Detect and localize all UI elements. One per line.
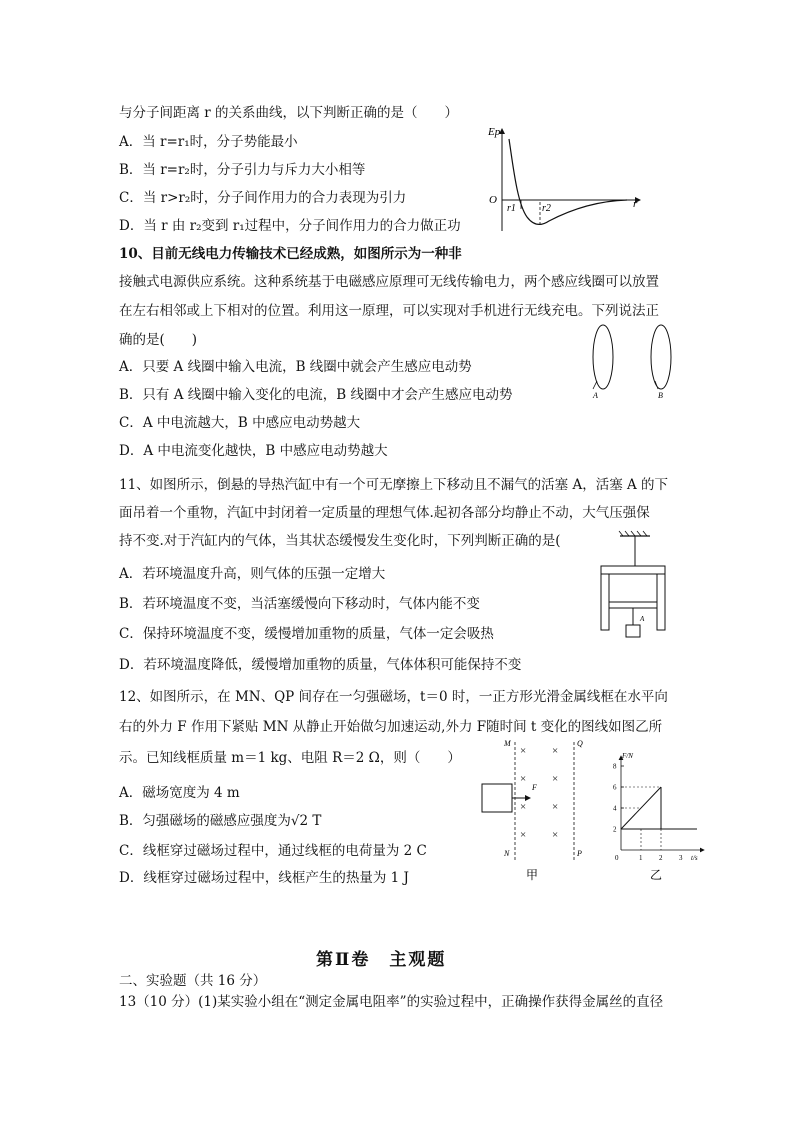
section-subtitle: 二、实验题（共 16 分） [119, 973, 267, 989]
label-q: Q [577, 739, 583, 748]
label-p: P [577, 849, 582, 858]
svg-text:×: × [520, 801, 527, 813]
q11-line-2: 面吊着一个重物，汽缸中封闭着一定质量的理想气体.起初各部分均静止不动，大气压强保 [119, 505, 650, 521]
q9-stem: 与分子间距离 r 的关系曲线，以下判断正确的是（ ） [119, 105, 459, 121]
coil-b-label: B [658, 391, 663, 400]
coil-a-label: A [593, 391, 598, 400]
svg-text:×: × [552, 829, 559, 841]
q9-r2-label: r2 [542, 203, 551, 214]
x-axis-label: t/s [691, 854, 698, 862]
q12-field-figure-jia [478, 734, 598, 884]
q10-coils-figure [585, 315, 695, 405]
q9-option-c: C．当 r>r₂时，分子间作用力的合力表现为引力 [119, 190, 407, 206]
x-tick-label: 2 [659, 854, 663, 862]
q12-line-1: 12、如图所示，在 MN、QP 间存在一匀强磁场，t＝0 时，一正方形光滑金属线框在水平向 [119, 689, 668, 705]
q10-option-b: B．只有 A 线圈中输入变化的电流，B 线圈中才会产生感应电动势 [119, 387, 513, 403]
q11-line-1: 11、如图所示，倒悬的导热汽缸中有一个可无摩擦上下移动且不漏气的活塞 A，活塞 A 的下 [119, 477, 669, 493]
svg-text:×: × [520, 773, 527, 785]
q10-option-a: A．只要 A 线圈中输入电流，B 线圈中就会产生感应电动势 [119, 359, 472, 375]
q10-line-3: 在左右相邻或上下相对的位置。利用这一原理，可以实现对手机进行无线充电。下列说法正 [119, 303, 659, 319]
figure-yi-caption: 乙 [650, 868, 663, 882]
svg-text:×: × [552, 745, 559, 757]
q11-cylinder-figure [595, 530, 685, 645]
section-title: 第Ⅱ卷 主观题 [316, 950, 447, 970]
q13-line-1: 13（10 分）(1)某实验小组在“测定金属电阻率”的实验过程中，正确操作获得金属丝的直径 [119, 994, 664, 1010]
y-axis-label: F/N [622, 752, 633, 760]
origin-label: 0 [615, 854, 619, 862]
square-frame [482, 784, 512, 812]
y-tick-label: 4 [613, 804, 617, 813]
q12-line-2: 右的外力 F 作用下紧贴 MN 从静止开始做匀加速运动,外力 F随时间 t 变化的图线如图乙所 [119, 719, 663, 735]
q11-option-a: A．若环境温度升高，则气体的压强一定增大 [119, 566, 386, 582]
svg-text:×: × [552, 773, 559, 785]
q9-origin: O [489, 194, 497, 206]
q10-option-c: C．A 中电流越大，B 中感应电动势越大 [119, 415, 361, 431]
q9-y-label: Ep [488, 126, 501, 138]
y-tick-label: 6 [613, 783, 617, 792]
q12-line-3: 示。已知线框质量 m＝1 kg、电阻 R＝2 Ω，则（ ） [119, 750, 461, 766]
x-tick-label: 3 [679, 854, 683, 862]
svg-text:×: × [520, 829, 527, 841]
x-tick-label: 1 [639, 854, 643, 862]
q12-option-c: C．线框穿过磁场过程中，通过线框的电荷量为 2 C [119, 843, 427, 859]
q11-line-3: 持不变.对于汽缸内的气体，当其状态缓慢发生变化时，下列判断正确的是( [119, 533, 561, 549]
piston-a-label: A [640, 615, 645, 623]
q9-option-b: B．当 r=r₂时，分子引力与斥力大小相等 [119, 162, 366, 178]
q11-option-b: B．若环境温度不变，当活塞缓慢向下移动时，气体内能不变 [119, 596, 480, 612]
figure-jia-caption: 甲 [526, 868, 539, 882]
q11-option-d: D．若环境温度降低，缓慢增加重物的质量，气体体积可能保持不变 [119, 657, 522, 673]
y-tick-label: 8 [613, 762, 617, 771]
q9-option-d: D．当 r 由 r₂变到 r₁过程中，分子间作用力的合力做正功 [119, 218, 461, 234]
q10-line-2: 接触式电源供应系统。这种系统基于电磁感应原理可无线传输电力，两个感应线圈可以放置 [119, 274, 659, 290]
force-label: F [532, 783, 537, 792]
q12-option-b: B．匀强磁场的磁感应强度为√2 T [119, 813, 322, 829]
q9-r1-label: r1 [507, 203, 516, 214]
magnetic-field-crosses [520, 745, 558, 841]
svg-text:×: × [520, 745, 527, 757]
label-n: N [504, 849, 510, 858]
q12-option-a: A．磁场宽度为 4 m [119, 785, 240, 801]
q11-option-c: C．保持环境温度不变，缓慢增加重物的质量，气体一定会吸热 [119, 626, 494, 642]
q10-line-1: 10、目前无线电力传输技术已经成熟，如图所示为一种非 [119, 246, 462, 262]
q12-option-d: D．线框穿过磁场过程中，线框产生的热量为 1 J [119, 870, 409, 886]
q10-option-d: D．A 中电流变化越快，B 中感应电动势越大 [119, 443, 388, 459]
svg-text:×: × [552, 801, 559, 813]
q9-option-a: A．当 r=r₁时，分子势能最小 [119, 134, 298, 150]
label-m: M [504, 739, 511, 748]
q9-potential-energy-figure [485, 125, 645, 235]
q10-line-4: 确的是( ) [119, 332, 198, 348]
y-tick-label: 2 [613, 825, 617, 834]
q9-x-label: r [633, 198, 638, 210]
q12-force-time-chart [606, 734, 706, 884]
